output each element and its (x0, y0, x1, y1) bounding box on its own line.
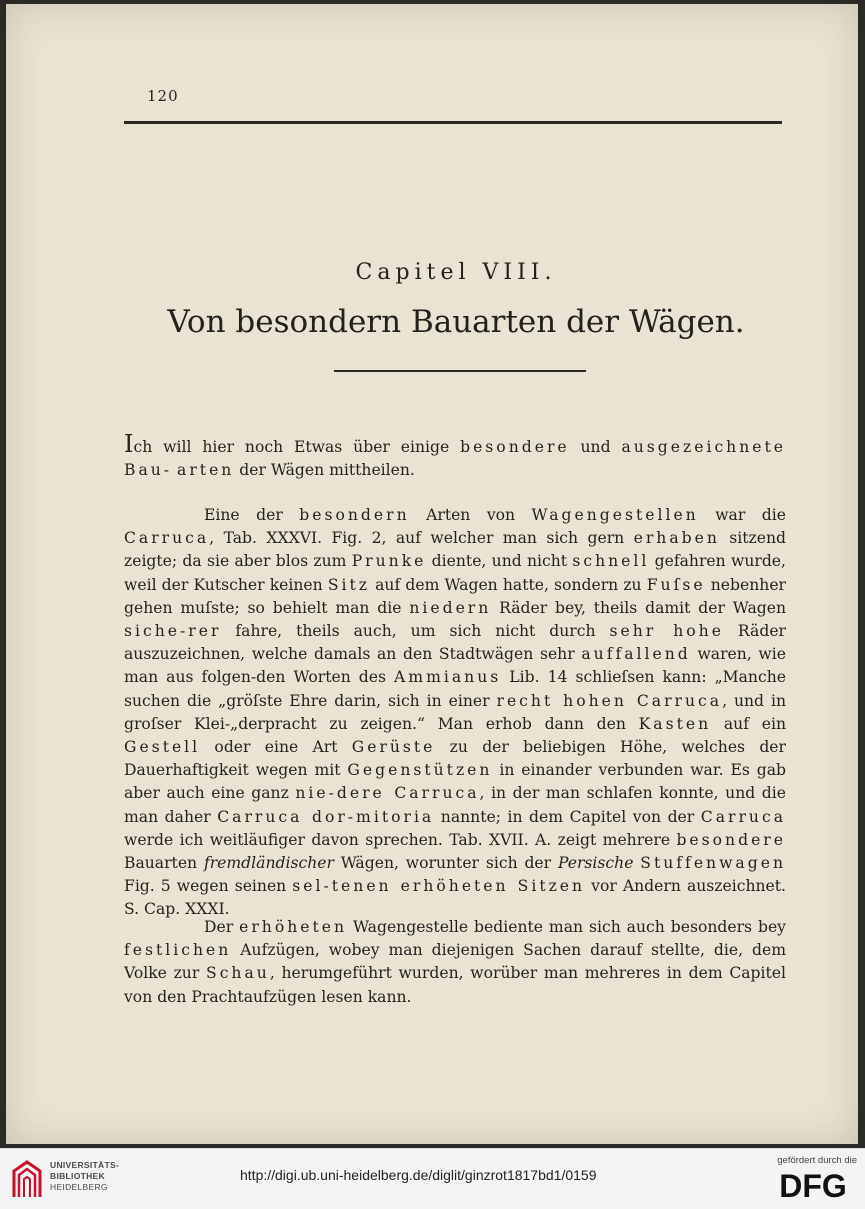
spaced-text: Prunke (351, 552, 427, 571)
text-run: Bauarten (124, 854, 204, 873)
initial-letter: I (124, 430, 134, 458)
text-run: und (569, 438, 622, 456)
text-run: Räder bey, theils damit der Wagen (491, 598, 786, 617)
text-run: diente, und nicht (426, 552, 573, 571)
spaced-text: sehr hohe (609, 622, 724, 641)
text-run: Arten von (409, 506, 532, 524)
text-run: gefahren wurde, weil der Kutscher keinen (124, 552, 786, 594)
chapter-label: Capitel VIII. (355, 260, 557, 285)
spaced-text: siche-rer (124, 622, 222, 641)
spaced-text: recht hohen Carruca (496, 691, 723, 710)
text-run: Lib. 14 schlieſsen kann: „Manche suchen die „gröſste Ehre darin, sich in einer (124, 668, 786, 710)
spaced-text: arten (177, 461, 235, 480)
spaced-text: Kasten (638, 714, 712, 733)
header-rule (124, 121, 782, 124)
text-run: Fig. 5 wegen seinen (124, 877, 293, 896)
spaced-text: schnell (572, 552, 650, 571)
text-run: ch will hier noch Etwas über einige (133, 438, 461, 456)
spaced-text: Schau (206, 964, 270, 983)
text-run: Aufzügen, wobey man diejenigen Sachen darauf stellte, die, dem Volke zur (124, 941, 786, 983)
dfg-logo-text: DFG (779, 1169, 847, 1201)
spaced-text: sel-tenen erhöheten Sitzen (292, 877, 586, 896)
title-rule (334, 370, 586, 372)
italic-text: Persische (557, 854, 634, 873)
library-line-1: UNIVERSITÄTS- (50, 1160, 120, 1170)
text-run: war die (698, 506, 786, 524)
text-run: Der (204, 918, 240, 936)
paragraph-3 (124, 916, 786, 1009)
permalink-url[interactable]: http://digi.ub.uni-heidelberg.de/diglit/ginzrot1817bd1/0159 (240, 1167, 597, 1183)
viewer-footer (0, 1148, 865, 1209)
spaced-text: Wagengestellen (531, 506, 699, 524)
library-line-2: BIBLIOTHEK (50, 1171, 105, 1181)
spaced-text: besondere (676, 830, 786, 849)
paragraph-1 (124, 430, 786, 482)
spaced-text: niedern (409, 598, 492, 617)
spaced-text: Ammianus (394, 668, 502, 687)
spaced-text: besondere (460, 438, 570, 456)
italic-text: fremdländischer (203, 854, 334, 873)
text-run: werde ich weitläufiger davon sprechen. Tab. XVII. A. zeigt mehrere (124, 830, 677, 849)
text-run: , in der man schlafen konnte, und die man daher (124, 784, 786, 826)
text-run: waren, wie man aus folgen-den Worten des (124, 645, 786, 687)
book-page (6, 4, 858, 1144)
text-run: , herumgeführt wurden, worüber man mehreres in dem Capitel von den Prachtaufzügen lesen kann. (124, 964, 786, 1006)
spaced-text: Gegenstützen (347, 761, 493, 780)
text-run: Eine der (204, 506, 300, 524)
spaced-text: auffallend (581, 645, 691, 664)
spaced-text: erhöheten (239, 918, 348, 936)
library-line-3: HEIDELBERG (50, 1182, 108, 1192)
paragraph-2 (124, 504, 786, 922)
page-number: 120 (147, 87, 179, 105)
spaced-text: Stuffenwagen (640, 854, 786, 873)
spaced-text: nie-dere Carruca (295, 784, 480, 803)
text-run: auf dem Wagen hatte, sondern zu (369, 575, 647, 594)
text-run: fahre, theils auch, um sich nicht durch (221, 622, 610, 641)
chapter-title: Von besondern Bauarten der Wägen. (167, 304, 745, 340)
text-run: der Wägen mittheilen. (234, 461, 415, 480)
text-run: oder eine Art (200, 738, 352, 757)
text-run: Räder auszuzeichnen, welche damals an den Stadtwägen sehr (124, 622, 786, 664)
library-logo-icon[interactable] (10, 1159, 44, 1199)
spaced-text: Carruca (124, 529, 210, 548)
spaced-text: Gerüste (351, 738, 436, 757)
spaced-text: Carruca (700, 807, 786, 826)
text-run: zu der beliebigen Höhe, welches der Dauerhaftigkeit wegen mit (124, 738, 786, 780)
text-run: in einander verbunden war. Es gab aber auch eine ganz (124, 761, 787, 803)
text-run: , Tab. XXXVI. Fig. 2, auf welcher man sich gern (209, 529, 634, 548)
dfg-logo-icon[interactable] (772, 1169, 854, 1201)
spaced-text: Gestell (124, 738, 201, 757)
spaced-text: ausgezeichnete Bau- (124, 438, 786, 480)
spaced-text: Fuſse (646, 575, 706, 594)
spaced-text: festlichen (124, 941, 232, 960)
funding-note: gefördert durch die (777, 1155, 857, 1166)
library-name[interactable] (50, 1160, 170, 1193)
text-run: sitzend zeigte; da sie aber blos zum (124, 529, 786, 571)
spaced-text: erhaben (633, 529, 720, 548)
text-run: , und in groſser Klei-„derpracht zu zeigen.“ Man erhob dann den (124, 691, 786, 733)
text-run: nebenher gehen muſste; so behielt man die (124, 575, 786, 617)
text-run: Wagengestelle bediente man sich auch besonders bey (347, 918, 786, 936)
text-run: vor Andern auszeichnet. S. Cap. XXXI. (124, 877, 786, 919)
spaced-text: Sitz (327, 575, 370, 594)
spaced-text: besondern (299, 506, 410, 524)
text-run: auf ein (711, 714, 786, 733)
text-run: nannte; in dem Capitel von der (434, 807, 701, 826)
spaced-text: Carruca dor-mitoria (217, 807, 435, 826)
text-run: Wägen, worunter sich der (333, 854, 558, 873)
